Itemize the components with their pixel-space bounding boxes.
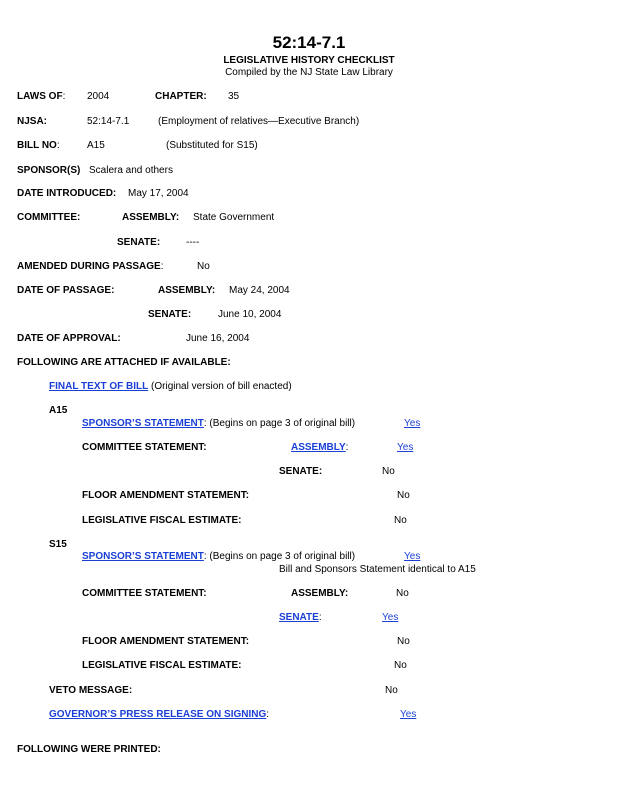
chapter-value: 35 [228,91,240,102]
sponsor-value: Scalera and others [89,165,173,176]
a15-floor-value: No [397,490,410,501]
approval-label: DATE OF APPROVAL: [17,333,121,344]
amended-label: AMENDED DURING PASSAGE [17,261,161,272]
governor-press-release-link[interactable]: GOVERNOR’S PRESS RELEASE ON SIGNING [49,709,267,720]
approval-value: June 16, 2004 [186,333,250,344]
date-introduced-label: DATE INTRODUCED: [17,188,117,199]
s15-identical-note: Bill and Sponsors Statement identical to A15 [279,564,476,575]
a15-assembly-yes-link[interactable]: Yes [397,442,414,453]
committee-assembly-value: State Government [193,212,275,223]
passage-label: DATE OF PASSAGE: [17,285,115,296]
bill-no-note: (Substituted for S15) [166,140,258,151]
passage-assembly-value: May 24, 2004 [229,285,290,296]
s15-floor-value: No [397,636,410,647]
s15-sponsor-yes-link[interactable]: Yes [404,551,421,562]
a15-senate-value: No [382,466,395,477]
passage-assembly-label: ASSEMBLY: [158,285,216,296]
passage-senate-label: SENATE: [148,309,192,320]
sponsor-label: SPONSOR(S) [17,165,81,176]
attached-heading: FOLLOWING ARE ATTACHED IF AVAILABLE: [17,357,231,368]
s15-assembly-value: No [396,588,409,599]
passage-senate-value: June 10, 2004 [218,309,282,320]
a15-assembly-link[interactable]: ASSEMBLY [291,442,346,453]
s15-floor-label: FLOOR AMENDMENT STATEMENT: [82,636,250,647]
a15-fiscal-value: No [394,515,407,526]
bill-no-label: BILL NO [17,140,57,151]
committee-senate-label: SENATE: [117,237,161,248]
a15-committee-label: COMMITTEE STATEMENT: [82,442,207,453]
s15-sponsor-row [82,552,355,562]
a15-senate-label: SENATE: [279,466,323,477]
s15-fiscal-value: No [394,660,407,671]
a15-fiscal-label: LEGISLATIVE FISCAL ESTIMATE: [82,515,242,526]
final-text-link[interactable]: FINAL TEXT OF BILL [49,381,149,392]
njsa-description: (Employment of relatives—Executive Branch) [158,116,360,127]
printed-heading: FOLLOWING WERE PRINTED: [17,744,161,755]
njsa-label: NJSA: [17,116,48,127]
a15-sponsor-note: : (Begins on page 3 of original bill) [203,418,356,429]
veto-label: VETO MESSAGE: [49,685,133,696]
veto-value: No [385,685,398,696]
s15-sponsor-note: : (Begins on page 3 of original bill) [203,551,356,562]
laws-of-row [17,92,65,102]
governor-yes-link[interactable]: Yes [400,709,417,720]
s15-label: S15 [49,539,67,550]
amended-colon: : [160,261,164,272]
amended-value: No [197,261,210,272]
laws-of-label: LAWS OF [17,91,63,102]
a15-assembly-colon: : [345,442,349,453]
s15-senate-row [279,613,322,623]
njsa-value: 52:14-7.1 [87,116,130,127]
a15-sponsor-statement-link[interactable]: SPONSOR’S STATEMENT [82,418,204,429]
s15-fiscal-label: LEGISLATIVE FISCAL ESTIMATE: [82,660,242,671]
bill-no-row [17,141,60,151]
laws-of-colon: : [62,91,66,102]
a15-sponsor-yes-link[interactable]: Yes [404,418,421,429]
bill-no-colon: : [56,140,60,151]
s15-senate-colon: : [318,612,322,623]
amended-row [17,262,164,272]
a15-sponsor-row [82,419,355,429]
a15-label: A15 [49,405,68,416]
a15-assembly-row [291,443,348,453]
s15-senate-link[interactable]: SENATE [279,612,319,623]
s15-senate-yes-link[interactable]: Yes [382,612,399,623]
date-introduced-value: May 17, 2004 [128,188,189,199]
page-title: 52:14-7.1 [272,33,346,52]
committee-assembly-label: ASSEMBLY: [122,212,180,223]
bill-no-value: A15 [87,140,105,151]
chapter-label: CHAPTER: [155,91,207,102]
checklist-heading: LEGISLATIVE HISTORY CHECKLIST [223,55,395,66]
compiled-by: Compiled by the NJ State Law Library [225,67,393,78]
committee-label: COMMITTEE: [17,212,81,223]
a15-floor-label: FLOOR AMENDMENT STATEMENT: [82,490,250,501]
governor-colon: : [266,709,270,720]
final-text-note: (Original version of bill enacted) [151,381,292,392]
governor-row [49,710,269,720]
s15-assembly-label: ASSEMBLY: [291,588,349,599]
final-text-row [49,382,292,392]
s15-sponsor-statement-link[interactable]: SPONSOR’S STATEMENT [82,551,204,562]
laws-of-value: 2004 [87,91,110,102]
s15-committee-label: COMMITTEE STATEMENT: [82,588,207,599]
committee-senate-value: ---- [186,237,200,248]
